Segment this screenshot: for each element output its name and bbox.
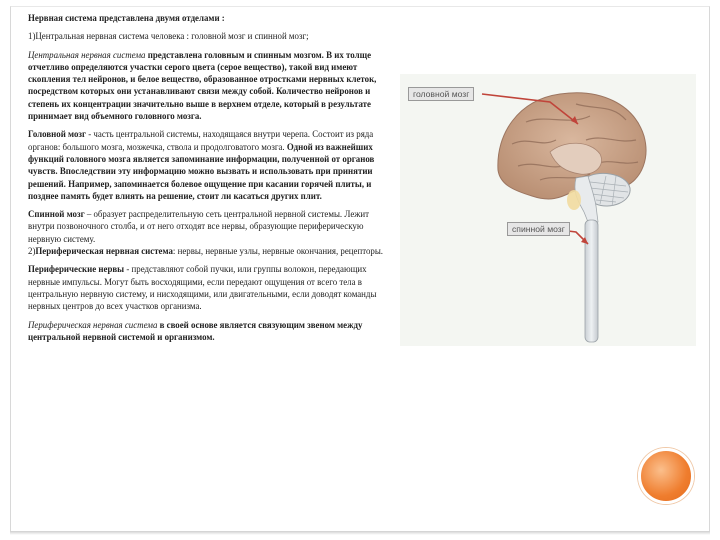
paragraph-brain (28, 128, 388, 202)
pns-list: : нервы, нервные узлы, нервные окончания, рецепторы. (172, 246, 384, 257)
paragraph-pns (28, 319, 388, 344)
spine-description: – образует распределительную сеть центральной нервной системы. Лежит внутри позвоночного столба, и от него отходят все нервы, образующие периферическую нервную систему. (28, 209, 370, 244)
decorative-orange-circle (638, 448, 694, 504)
pns-term: Периферическая нервная система (35, 246, 173, 257)
nerves-description: - представляют собой пучки, или группы волокон, передающих нервные импульсы. Могут быть восходящими, если передают ощущения от всего тела в центральную нервную систему, и нисходящими, или двигательными, если доводят команды нервных центров до всех участков организма. (28, 264, 377, 312)
paragraph-spine (28, 208, 388, 257)
spinal-cord-shape (585, 220, 598, 342)
cns-description: представлена головным и спинным мозгом. В их толще отчетливо определяются участки серого цвета (серое вещество), такой вид имеют скопления тел нейронов, и белое вещество, образованное отростками нервных клеток, посредством которых они устанавливают связи между собой. Количество нейронов и степень их концентрации значительно выше в верхнем отделе, который в результате принимает вид объемного головного мозга. (28, 49, 377, 122)
spine-label: спинной мозг (507, 222, 570, 236)
slide-shadow (10, 531, 710, 535)
brain-label: головной мозг (408, 87, 474, 101)
cns-list-text: 1)Центральная нервная система человека : головной мозг и спинной мозг; (28, 31, 309, 42)
brain-spine-illustration (400, 74, 696, 346)
nerves-term: Периферические нервы (28, 264, 125, 275)
paragraph-cns (28, 49, 388, 123)
nervous-system-figure (400, 74, 696, 346)
pns-term-italic: Периферическая нервная система (28, 319, 158, 330)
paragraph-nerves (28, 263, 388, 312)
brain-term: Головной мозг (28, 129, 87, 140)
pns-description: в своей основе является связующим звеном между центральной нервной системой и организмом. (28, 319, 363, 342)
spine-term: Спинной мозг (28, 209, 85, 220)
slide-text (28, 12, 388, 349)
pns-number: 2) (28, 246, 36, 257)
heading: Нервная система представлена двумя отделами : (28, 13, 225, 23)
brain-function: Одной из важнейших функций головного мозга является запоминание информации, полученной от органов чувств. Впоследствии эту информацию можно вызвать и использовать при принятии решений. Например, запоминается болевое ощущение при касании горячей плиты, и позднее память будет влиять на решение, стоит ли касаться других плит. (28, 141, 375, 201)
paragraph-cns-list (28, 30, 388, 42)
cns-term: Центральная нервная система (28, 49, 146, 60)
brain-description: - часть центральной системы, находящаяся внутри черепа. Состоит из ряда органов: большого мозга, мозжечка, ствола и продолговатого мозга. (28, 129, 374, 152)
